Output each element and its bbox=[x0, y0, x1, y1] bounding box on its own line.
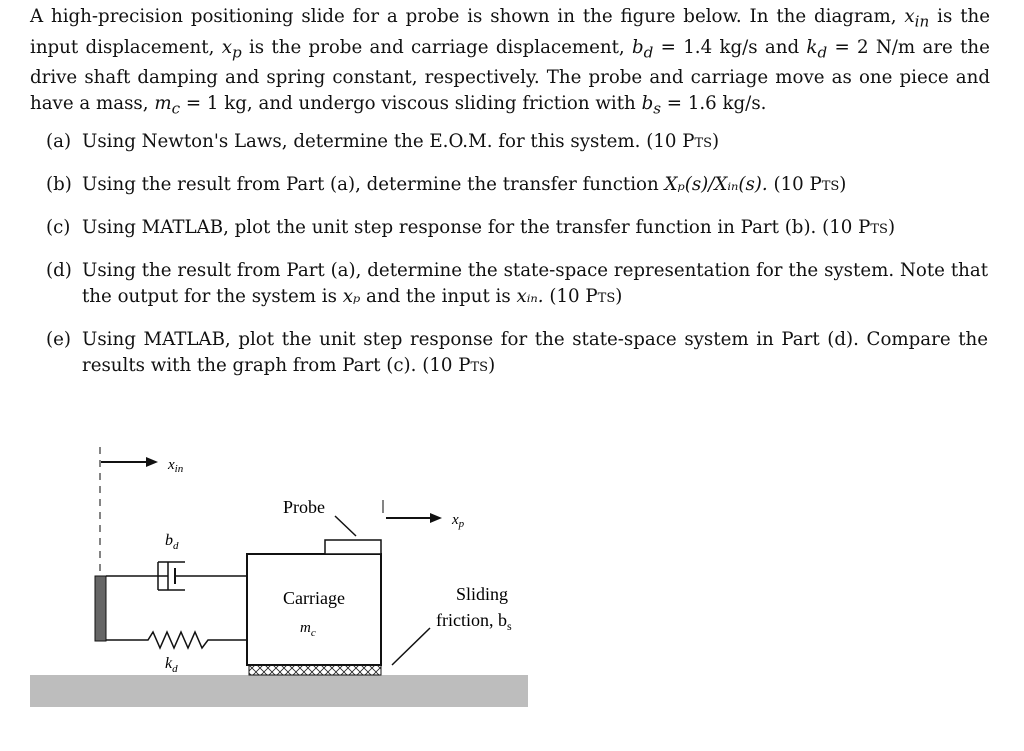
mass-label: $m_c$ bbox=[300, 620, 316, 639]
var-k-d: $k_d$ bbox=[806, 36, 828, 62]
transfer-function: Xₚ(s)/Xᵢₙ(s). bbox=[664, 174, 768, 195]
question-a-label: (a) bbox=[46, 131, 72, 152]
intro-text-6: and undergo viscous sliding friction with bbox=[258, 93, 636, 115]
friction-label-line2: friction, $b_s$ bbox=[436, 610, 512, 633]
mc-value: = 1 kg, bbox=[185, 93, 253, 115]
intro-text-2: is the input displacement, bbox=[30, 6, 990, 58]
question-c-text: Using MATLAB, plot the unit step response for the transfer function in Part (b). bbox=[82, 217, 817, 238]
question-d bbox=[46, 258, 988, 310]
input-bracket bbox=[95, 576, 106, 641]
xin-label: $x_{in}$ bbox=[168, 457, 184, 475]
question-d-label: (d) bbox=[46, 260, 72, 281]
question-a-points: (10 Pts) bbox=[646, 131, 720, 152]
probe-label: Probe bbox=[283, 497, 325, 517]
question-c-points: (10 Pts) bbox=[822, 217, 896, 238]
var-x-p: $x_p$ bbox=[221, 36, 242, 62]
question-e-text: Using MATLAB, plot the unit step response for the state-space system in Part (d). Compare the results with the graph from Part (c). bbox=[82, 329, 988, 376]
friction-label-line1: Sliding bbox=[455, 584, 509, 604]
question-e bbox=[46, 327, 988, 379]
question-b-points: (10 Pts) bbox=[773, 174, 847, 195]
xp-arrow bbox=[386, 513, 442, 523]
probe-leader-line bbox=[335, 516, 356, 536]
spring-label: $k_d$ bbox=[165, 655, 178, 675]
var-b-s: $b_s$ bbox=[641, 93, 661, 118]
var-m-c: $m_c$ bbox=[154, 93, 181, 118]
output-var: xₚ bbox=[342, 286, 361, 307]
question-b-label: (b) bbox=[46, 174, 72, 195]
intro-text-3: is the probe and carriage displacement, bbox=[248, 36, 625, 58]
damper-label: $b_d$ bbox=[165, 532, 179, 552]
var-x-in: $x_{in}$ bbox=[904, 6, 930, 31]
var-b-d: $b_d$ bbox=[632, 36, 654, 62]
xp-label: $x_p$ bbox=[452, 512, 465, 530]
carriage-block bbox=[247, 554, 381, 665]
intro-text-5: are the drive shaft damping and spring constant, respectively. The probe and carriage move as one piece and have a mass, bbox=[30, 36, 990, 115]
damper bbox=[106, 562, 247, 590]
question-a-text: Using Newton's Laws, determine the E.O.M. for this system. bbox=[82, 131, 641, 152]
input-var: xᵢₙ. bbox=[516, 286, 544, 307]
carriage-label: Carriage bbox=[283, 588, 345, 608]
question-b-text: Using the result from Part (a), determine the transfer function bbox=[82, 174, 659, 195]
question-a bbox=[46, 129, 988, 155]
bs-value: = 1.6 kg/s. bbox=[666, 93, 767, 115]
problem-statement bbox=[30, 4, 990, 122]
question-b bbox=[46, 172, 988, 198]
intro-text-1: A high-precision positioning slide for a probe is shown in the figure below. In the diagram, bbox=[30, 6, 897, 27]
intro-text-4: and bbox=[764, 36, 800, 58]
question-c bbox=[46, 215, 988, 241]
spring bbox=[106, 632, 247, 648]
friction-leader-line bbox=[392, 628, 430, 665]
question-e-points: (10 Pts) bbox=[422, 355, 496, 376]
question-d-mid: and the input is bbox=[366, 286, 511, 307]
probe-slide-diagram bbox=[0, 430, 540, 730]
kd-value: = 2 N/m bbox=[834, 36, 916, 58]
probe-block bbox=[325, 540, 381, 554]
question-d-points: (10 Pts) bbox=[549, 286, 623, 307]
question-d-text: Using the result from Part (a), determine the state-space representation for the system. Note that the output for the system is bbox=[82, 260, 988, 307]
ground bbox=[30, 675, 528, 707]
question-e-label: (e) bbox=[46, 329, 71, 350]
question-c-label: (c) bbox=[46, 217, 71, 238]
xin-arrow bbox=[101, 457, 158, 467]
sliding-bearing bbox=[249, 665, 381, 675]
bd-value: = 1.4 kg/s bbox=[660, 36, 758, 58]
